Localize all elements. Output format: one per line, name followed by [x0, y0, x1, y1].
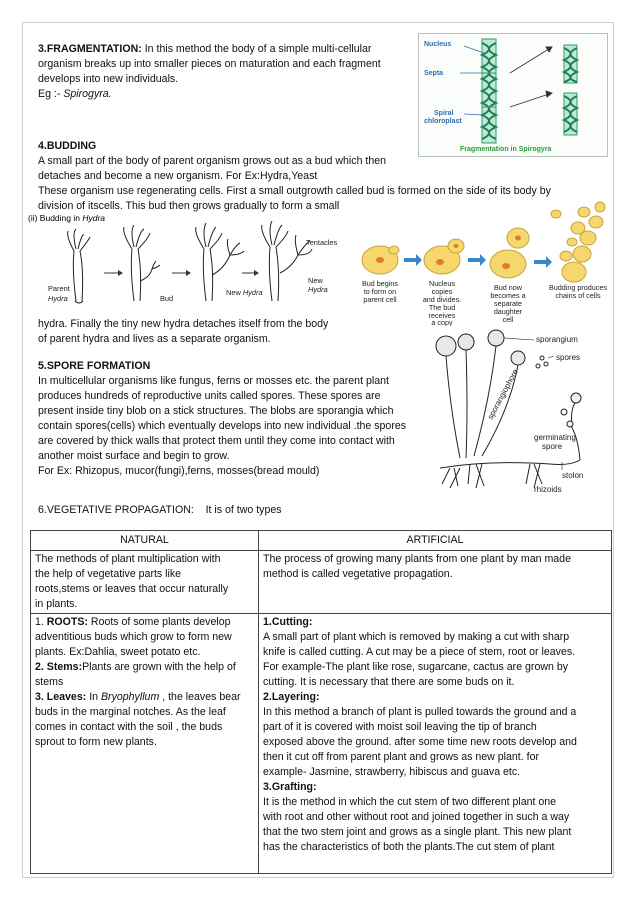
- rhizopus-label-sporangiophore: sporangiophore: [485, 367, 520, 421]
- yeast-cap3-l5: cell: [502, 315, 514, 324]
- rhizopus-label-germinating-spore: spore: [542, 442, 563, 451]
- stems-heading: 2. Stems:: [35, 661, 83, 673]
- budding-line-2: detaches and become a new organism. For Ex:Hydra,Yeast: [38, 170, 318, 182]
- hydra-label-bud: Bud: [160, 294, 174, 303]
- grafting-line-3: that the two stem joint and grows as a single plant. This new plant: [263, 826, 572, 838]
- yeast-cap3-l3: separate: [494, 299, 522, 308]
- roots-line-3: plants. Ex:Dahlia, sweet potato etc.: [35, 646, 201, 658]
- fragmentation-example-prefix: Eg :-: [38, 88, 64, 100]
- yeast-cap1-l3: parent cell: [363, 295, 397, 304]
- layering-line-4: then it cut off from parent plant and grows as new plant. for: [263, 751, 539, 763]
- hydra-arrows: [104, 270, 259, 276]
- spore-line-3: present inside tiny blob on a stick structures. The blobs are sporangia which: [38, 405, 394, 417]
- natural-def-line-1: The methods of plant multiplication with: [35, 553, 221, 565]
- rhizopus-labels: [486, 335, 584, 494]
- layering-heading: 2.Layering:: [263, 691, 320, 703]
- hydra-title-prefix: (ii) Budding in: [28, 213, 83, 223]
- grafting-line-1: It is the method in which the cut stem of two different plant one: [263, 796, 557, 808]
- spirogyra-filament: [482, 39, 496, 143]
- stems-line-1: Plants are grown with the help of: [82, 661, 236, 673]
- hydra-label-new: New: [308, 276, 323, 285]
- artificial-def-line-1: The process of growing many plants from one plant by man made: [263, 553, 571, 565]
- vegetative-intro-text: 6.VEGETATIVE PROPAGATION: It is of two types: [38, 504, 282, 516]
- roots-line-1: Roots of some plants develop: [87, 616, 231, 628]
- spore-line-1: In multicellular organisms like fungus, ferns or mosses etc. the parent plant: [38, 375, 389, 387]
- artificial-methods-cell: [259, 614, 612, 874]
- leaves-species: Bryophyllum: [100, 691, 160, 703]
- cutting-line-2: knife is called cutting. A cut may be a piece of stem, root or leaves.: [263, 646, 576, 658]
- yeast-cells: [362, 202, 605, 282]
- yeast-captions: [362, 279, 607, 326]
- spore-line-2: produces hundreds of reproductive units called spores. These spores are: [38, 390, 381, 402]
- table-row: [31, 551, 612, 614]
- yeast-cap2-l5: receives: [428, 311, 456, 320]
- spore-line-6: another moist surface and begin to grow.: [38, 450, 230, 462]
- spore-line-5: are covered by thick walls that protect them until they come into contact with: [38, 435, 395, 447]
- yeast-figure: [356, 198, 608, 326]
- hydra-new-italic: Hydra: [242, 288, 263, 297]
- table-header-row: [31, 531, 612, 551]
- hydra-figure-title: [28, 213, 105, 223]
- yeast-cap2-l4: The bud: [428, 303, 456, 312]
- header-artificial: ARTIFICIAL: [259, 531, 612, 551]
- header-natural: NATURAL: [31, 531, 259, 551]
- spirogyra-fragment-top: [564, 45, 577, 83]
- hydra-title-italic: Hydra: [82, 213, 106, 223]
- grafting-line-2: with root and other without root and joined together in such a way: [263, 811, 570, 823]
- leaves-heading: 3. Leaves:: [35, 691, 87, 703]
- rhizopus-label-spores: spores: [556, 353, 581, 362]
- spore-line-4: contain spores(cells) which eventually develops into new individual .the spores: [38, 420, 407, 432]
- yeast-cap2-l2: copies: [431, 287, 453, 296]
- hydra-label-parent: Parent: [48, 284, 70, 293]
- hydra-label-new-hydra-2: Hydra: [308, 285, 328, 294]
- hydra-label-tentacles: Tentacles: [306, 238, 338, 247]
- layering-line-3: exposed above the ground. after some time new roots develop and: [263, 736, 577, 748]
- hydra-drawings: [68, 221, 312, 303]
- leaves-in: In: [86, 691, 101, 703]
- natural-def-line-4: in plants.: [35, 598, 78, 610]
- artificial-definition-cell: [259, 551, 612, 614]
- budding-continued: [38, 317, 368, 347]
- grafting-heading: 3.Grafting:: [263, 781, 317, 793]
- artificial-def-line-2: method is called vegetative propagation.: [263, 568, 453, 580]
- leaves-line-4: sprout to form new plants.: [35, 736, 157, 748]
- fragmentation-line-2: organism breaks up into smaller pieces on maturation and each fragment: [38, 58, 381, 70]
- hydra-figure: [26, 211, 360, 311]
- rhizopus-label-stolon: stolon: [562, 471, 584, 480]
- yeast-cap3-l4: daughter: [493, 307, 523, 316]
- cutting-line-3: For example-The plant like rose, sugarcane, cactus are grown by: [263, 661, 569, 673]
- spirogyra-label-spiral: Spiral: [434, 110, 454, 117]
- fragmentation-line-1: In this method the body of a simple multi-cellular: [141, 43, 372, 55]
- stems-line-2: stems: [35, 676, 64, 688]
- layering-line-2: part of it is covered with moist soil leaving the tip of branch: [263, 721, 537, 733]
- natural-def-line-2: the help of vegetative parts like: [35, 568, 182, 580]
- spore-section: [38, 359, 428, 479]
- natural-def-line-3: roots,stems or leaves that occur naturally: [35, 583, 229, 595]
- yeast-cap3-l1: Bud now: [494, 283, 522, 292]
- cutting-heading: 1.Cutting:: [263, 616, 313, 628]
- budding-heading: 4.BUDDING: [38, 140, 97, 152]
- grafting-line-4: has the characteristics of both the plants.The cut stem of plant: [263, 841, 555, 853]
- cutting-line-1: A small part of plant which is removed by making a cut with sharp: [263, 631, 570, 643]
- budding-after-line-1: hydra. Finally the tiny new hydra detaches itself from the body: [38, 318, 329, 330]
- spirogyra-label-septa: Septa: [424, 70, 444, 77]
- layering-line-1: In this method a branch of plant is pulled towards the ground and a: [263, 706, 577, 718]
- spirogyra-fragment-bottom: [564, 93, 577, 135]
- spore-line-7: For Ex: Rhizopus, mucor(fungi),ferns, mosses(bread mould): [38, 465, 320, 477]
- budding-line-1: A small part of the body of parent organism grows out as a bud which then: [38, 155, 387, 167]
- fragmentation-example-value: Spirogyra.: [63, 88, 112, 100]
- yeast-cap4-l2: chains of cells: [555, 291, 601, 300]
- vegetative-table: [30, 530, 612, 874]
- yeast-cap1-l2: to form on: [363, 287, 397, 296]
- rhizopus-label-rhizoids: rhizoids: [534, 485, 562, 494]
- rhizopus-figure: [430, 328, 610, 498]
- yeast-cap1-l1: Bud begins: [362, 279, 398, 288]
- roots-heading: ROOTS:: [46, 616, 88, 628]
- yeast-cap3-l2: becomes a: [490, 291, 526, 300]
- leaves-line-1: , the leaves bear: [159, 691, 241, 703]
- natural-definition-cell: [31, 551, 259, 614]
- yeast-cap2-l3: and divides.: [422, 295, 462, 304]
- budding-line-3: These organism use regenerating cells. First a small outgrowth called bud is formed on the side of its body by: [38, 185, 551, 197]
- fragmentation-section: [38, 42, 408, 102]
- fragmentation-line-3: develops into new individuals.: [38, 73, 179, 85]
- leaves-line-3: comes in contact with the soil , the buds: [35, 721, 223, 733]
- vegetative-intro: [38, 503, 282, 518]
- layering-line-5: example- Jasmine, strawberry, hibiscus and guava etc.: [263, 766, 521, 778]
- natural-methods-cell: [31, 614, 259, 874]
- spore-heading: 5.SPORE FORMATION: [38, 360, 151, 372]
- yeast-cap4-l1: Budding produces: [549, 283, 607, 292]
- yeast-cap2-l6: a copy: [431, 318, 453, 326]
- budding-line-4: division of itscells. This bud then grows gradually to form a small: [38, 200, 340, 212]
- hydra-label-parent-hydra: Hydra: [48, 294, 68, 303]
- cutting-line-4: cutting. It is necessary that there are some buds on it.: [263, 676, 515, 688]
- spirogyra-label-chloroplast: chloroplast: [424, 118, 462, 125]
- spirogyra-label-nucleus: Nucleus: [424, 41, 452, 48]
- spirogyra-caption: Fragmentation in Spirogyra: [460, 146, 552, 153]
- table-row: [31, 614, 612, 874]
- roots-line-2: adventitious buds which grow to form new: [35, 631, 232, 643]
- leaves-line-2: buds in the marginal notches. As the leaf: [35, 706, 226, 718]
- budding-after-line-2: of parent hydra and lives as a separate organism.: [38, 333, 271, 345]
- roots-num: 1.: [35, 616, 47, 628]
- rhizopus-label-germinating: germinating: [534, 433, 576, 442]
- fragmentation-heading: 3.FRAGMENTATION:: [38, 43, 142, 55]
- rhizopus-label-sporangium: sporangium: [536, 335, 578, 344]
- hydra-label-new-hydra: [226, 288, 263, 297]
- hydra-new-prefix: New: [226, 288, 243, 297]
- yeast-cap2-l1: Nucleus: [429, 279, 455, 288]
